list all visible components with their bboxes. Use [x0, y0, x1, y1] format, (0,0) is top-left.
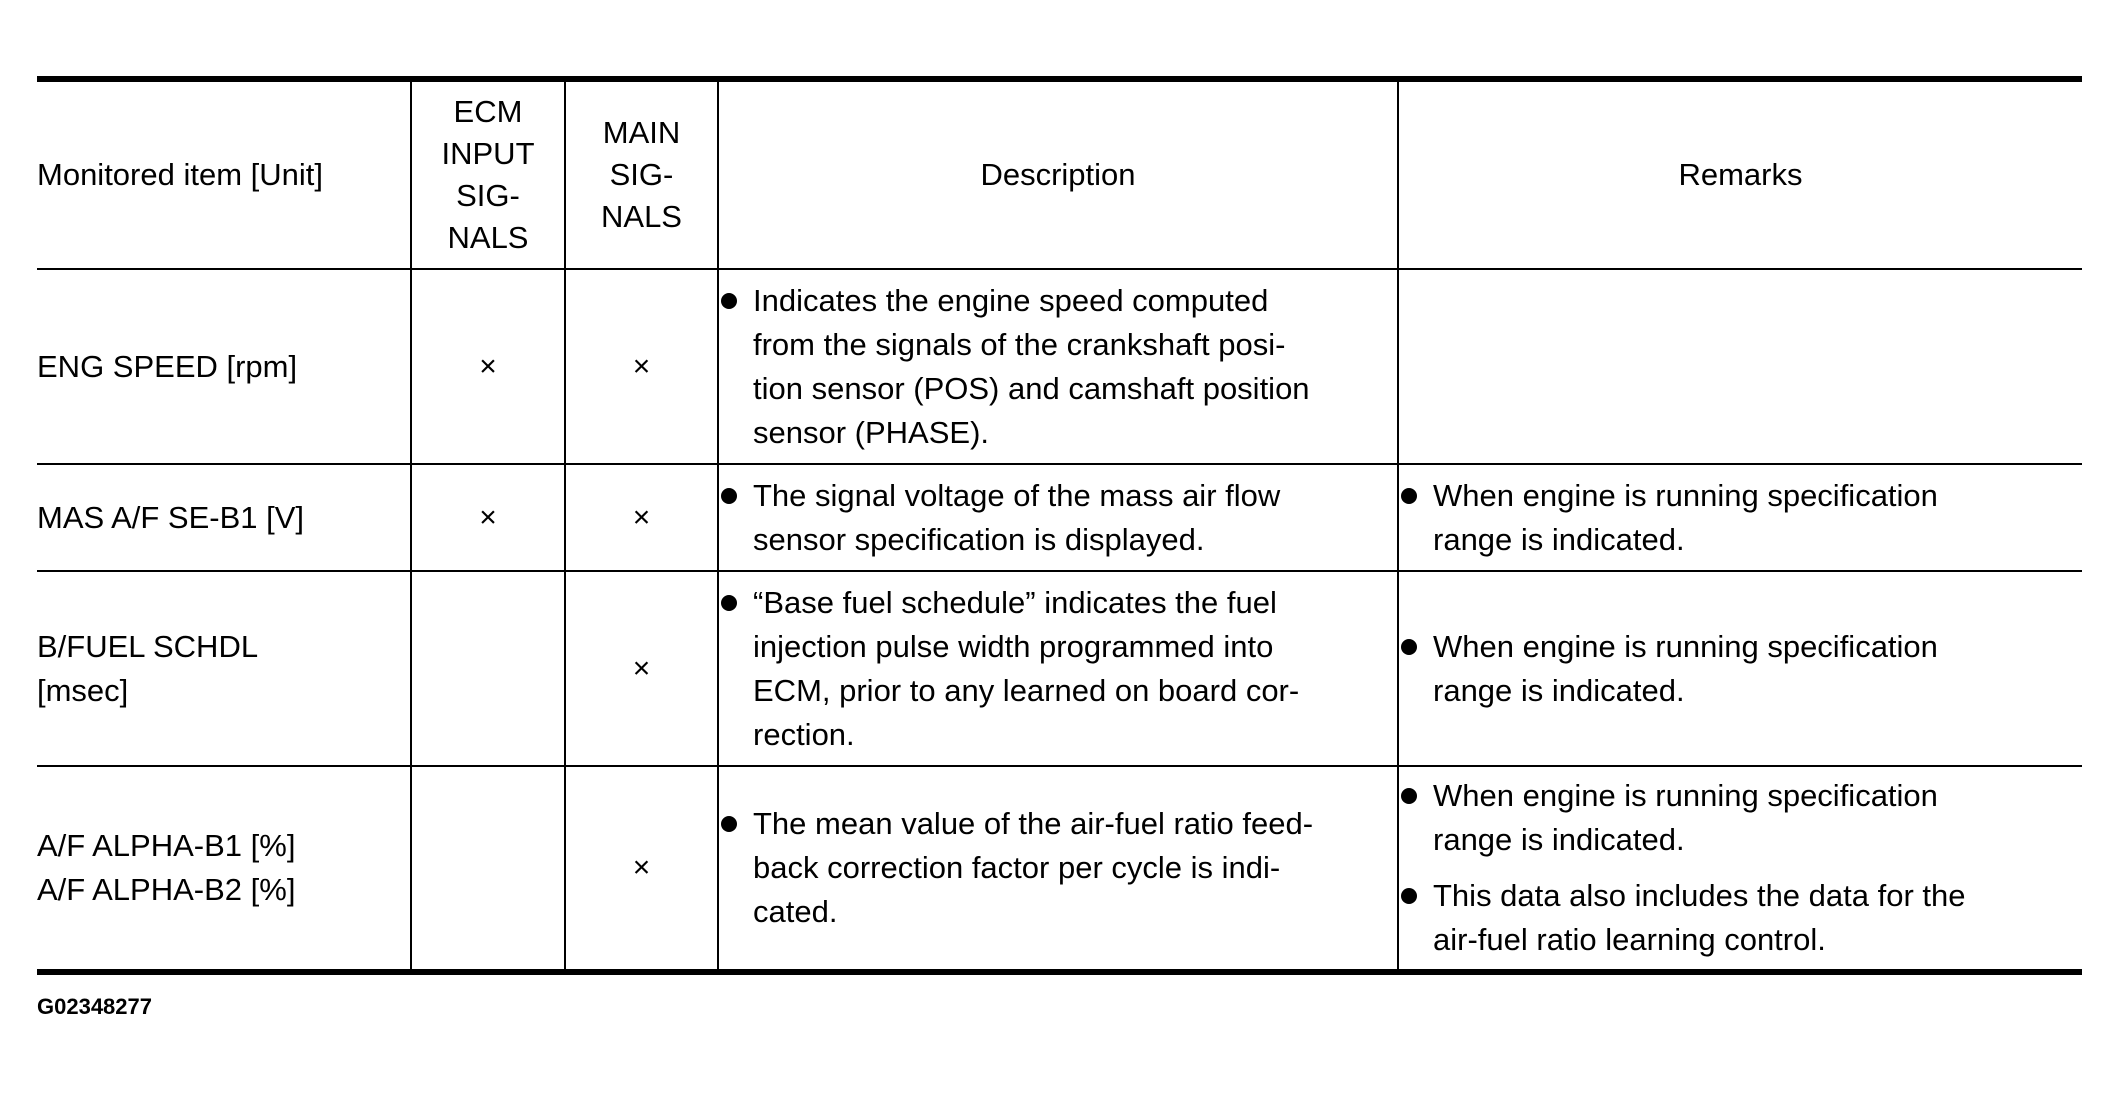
description-bullet [719, 474, 1397, 562]
text-line: tion sensor (POS) and camshaft position [753, 370, 1310, 406]
description-bullet [719, 802, 1397, 934]
table-row [37, 464, 2082, 571]
text-line: When engine is running specification [1433, 778, 1938, 813]
header-ecm-line: INPUT [441, 136, 535, 171]
header-main-line: MAIN [602, 115, 681, 150]
main-signal-mark: × [565, 766, 718, 972]
description-cell [718, 464, 1398, 571]
header-description-label: Description [980, 157, 1136, 192]
header-monitored-item-label: Monitored item [Unit] [37, 157, 323, 192]
figure-id: G02348277 [37, 994, 152, 1019]
monitored-item-line: ENG SPEED [rpm] [37, 348, 298, 384]
main-signal-mark: × [565, 464, 718, 571]
header-ecm-line: SIG- [456, 178, 520, 213]
text-line: range is indicated. [1433, 672, 1685, 708]
text-line: The signal voltage of the mass air flow [753, 477, 1281, 513]
ecm-input-mark: × [411, 464, 565, 571]
header-remarks-label: Remarks [1678, 157, 1803, 192]
header-description [718, 79, 1398, 269]
monitored-item-cell [37, 766, 411, 972]
monitored-item-line: A/F ALPHA-B1 [%] [37, 828, 296, 863]
remarks-bullet [1399, 774, 2082, 862]
text-line: back correction factor per cycle is indi- [753, 850, 1281, 885]
monitored-item-line: [msec] [37, 672, 129, 708]
text-line: Indicates the engine speed computed [753, 282, 1269, 318]
text-line: range is indicated. [1433, 822, 1685, 857]
header-main-signals [565, 79, 718, 269]
remarks-list [1399, 774, 2082, 962]
bullet-icon [721, 595, 737, 611]
remarks-bullet [1399, 874, 2082, 962]
description-list [719, 279, 1397, 455]
text-line: range is indicated. [1433, 521, 1685, 557]
ecm-input-mark [411, 571, 565, 766]
bullet-icon [721, 293, 737, 309]
text-line: This data also includes the data for the [1433, 878, 1966, 913]
monitored-item-cell [37, 269, 411, 464]
monitored-items-table [37, 76, 2082, 975]
bullet-icon [1401, 639, 1417, 655]
bullet-icon [1401, 488, 1417, 504]
ecm-input-mark: × [411, 269, 565, 464]
text-line: When engine is running specification [1433, 477, 1938, 513]
monitored-item-line: MAS A/F SE-B1 [V] [37, 499, 305, 535]
text-line: “Base fuel schedule” indicates the fuel [753, 584, 1277, 620]
bullet-icon [721, 816, 737, 832]
monitored-item-cell [37, 464, 411, 571]
table-row [37, 269, 2082, 464]
remarks-list [1399, 625, 2082, 713]
header-main-line: NALS [601, 199, 682, 234]
bullet-icon [1401, 788, 1417, 804]
remarks-bullet [1399, 474, 2082, 562]
text-line: cated. [753, 894, 838, 929]
remarks-bullet [1399, 625, 2082, 713]
remarks-cell [1398, 464, 2082, 571]
header-remarks [1398, 79, 2082, 269]
header-monitored-item [37, 79, 411, 269]
remarks-cell [1398, 571, 2082, 766]
text-line: air-fuel ratio learning control. [1433, 922, 1826, 957]
bullet-icon [1401, 888, 1417, 904]
description-list [719, 581, 1397, 757]
text-line: The mean value of the air-fuel ratio feed- [753, 806, 1314, 841]
description-list [719, 474, 1397, 562]
text-line: from the signals of the crankshaft posi- [753, 326, 1286, 362]
description-list [719, 802, 1397, 934]
text-line: injection pulse width programmed into [753, 628, 1274, 664]
text-line: ECM, prior to any learned on board cor- [753, 672, 1300, 708]
table-row [37, 766, 2082, 972]
description-cell [718, 269, 1398, 464]
text-line: sensor (PHASE). [753, 414, 990, 450]
description-cell [718, 766, 1398, 972]
header-ecm-line: ECM [453, 94, 523, 129]
monitored-item-line: A/F ALPHA-B2 [%] [37, 872, 296, 907]
ecm-input-mark [411, 766, 565, 972]
remarks-cell [1398, 766, 2082, 972]
header-ecm-line: NALS [447, 220, 529, 255]
description-bullet [719, 581, 1397, 757]
text-line: rection. [753, 716, 855, 752]
remarks-list [1399, 474, 2082, 562]
monitored-item-line: B/FUEL SCHDL [37, 628, 259, 664]
header-ecm-input-signals [411, 79, 565, 269]
description-bullet [719, 279, 1397, 455]
bullet-icon [721, 488, 737, 504]
header-main-line: SIG- [609, 157, 674, 192]
header-row [37, 79, 2082, 269]
main-signal-mark: × [565, 571, 718, 766]
table-row [37, 571, 2082, 766]
monitored-item-cell [37, 571, 411, 766]
remarks-cell [1398, 269, 2082, 464]
main-signal-mark: × [565, 269, 718, 464]
text-line: sensor specification is displayed. [753, 521, 1205, 557]
document-sheet [37, 76, 2082, 975]
text-line: When engine is running specification [1433, 628, 1938, 664]
description-cell [718, 571, 1398, 766]
